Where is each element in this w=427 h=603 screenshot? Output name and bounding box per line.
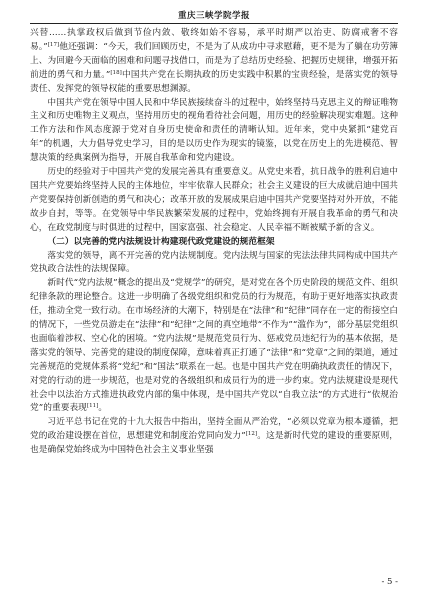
- running-header: 重庆三峡学院学报: [30, 9, 398, 24]
- body-text: [30, 27, 398, 458]
- citation: [11]: [86, 403, 99, 410]
- paragraph-3: [30, 166, 398, 236]
- section-heading: （二）以完善的党内法规设计构建现代政党建设的规范框架: [47, 236, 275, 247]
- paragraph-text: 落实党的领导，离不开完善的党内法规制度。党内法规与国家的宪法法律共同构成中国共产党执政合法性的法规保障。: [30, 250, 398, 275]
- paragraph-text: 中国共产党在长期执政的历史实践中积累的宝贵经验，是落实党的领导责任、发挥党的领导权能的重要思想渊源。: [30, 69, 398, 94]
- paragraph-6: [30, 416, 398, 458]
- paragraph-text: 他还强调：“今天，我们回顾历史，不是为了从成功中寻求慰藉，更不是为了躺在功劳簿上、为回避今天面临的困难和问题寻找借口，而是为了总结历史经验、把握历史规律，增强开拓前进的勇气和力量。”: [30, 41, 398, 80]
- paragraph-2: [30, 97, 398, 167]
- paragraph-text: 历史的经验对于中国共产党的发展完善具有重要意义。从党史来看，抗日战争的胜利启迪中国共产党要始终坚持人民的主体地位，牢牢依靠人民群众；社会主义建设的巨大成就启迪中国共产党要保持创新创造的勇气和决心；改革开放的发展成果启迪中国共产党要坚持对外开放，不能故步自封，等等。在党领导中华民族繁荣发展的过程中，党始终拥有开展自我革命的勇气和决心，在政党制度与时俱进的过程中，国家富强、社会稳定、人民幸福不断被赋予新的含义。: [30, 167, 398, 233]
- citation: [17]: [47, 41, 60, 48]
- paragraph-text: 中国共产党在领导中国人民和中华民族接续奋斗的过程中，始终坚持马克思主义的辩证唯物主义和历史唯物主义观点，坚持用历史的视角看待社会问题，用历史的经验解决现实难题。这种工作方法和作风态度源于党对自身历史使命和责任的清晰认知。近年来，党中央紧抓“建党百年”的机遇，大力倡导党史学习，目的是以历史作为现实的镜鉴，以党在历史上的先进模范、智慧决策的经典案例为指导，开展自我革命和党内建设。: [30, 97, 398, 164]
- paragraph-1: [30, 27, 398, 97]
- paragraph-text: 新时代“党内法规”概念的提出及“党规学”的研究，是对党在各个历史阶段的规范文件、组织纪律条款的理论整合。这进一步明确了各级党组织和党员的行为规范，有助于更好地落实执政责任，推动全党一致行动。在市场经济的大潮下，特别是在“法律”和“纪律”同存在一定的衔接空白的情况下，一些党员游走在“法律”和“纪律”之间的真空地带“不作为”“滥作为”，部分基层党组织也面临着涉权、空心化的困境。“党内法规”是规范党员行为、惩戒党员违纪行为的基本依据，是落实党的领导、完善党的建设的制度保障，意味着真正打通了“法律”和“党章”之间的渠道，通过完善规范的党规体系将“党纪”和“国法”联系在一起。也是中国共产党在明确执政责任的情况下，对党的行动的进一步规范，也是对党的各级组织和成员行为的进一步约束。党内法规建设是现代社会中以法治方式推进执政党内部的集中体现，是中国共产党以“自我立法”的方式进行“依规治党”的重要表现: [30, 278, 398, 414]
- citation: [18]: [110, 69, 122, 76]
- paragraph-text: 。这是新时代党的建设的重要原则，也是确保党始终成为中国特色社会主义事业坚强: [30, 431, 398, 456]
- paragraph-text: 习近平总书记在党的十九大报告中指出，坚持全面从严治党，“必须以党章为根本遵循，把党的政治建设摆在首位，思想建党和制度治党同向发力”: [30, 417, 398, 442]
- paragraph-text: 兴替……执掌政权后做到节俭内敛、敬终如始不容易，承平时期严以治吏、防腐戒奢不容易。”: [30, 28, 398, 52]
- paragraph-5: [30, 277, 398, 416]
- paragraph-4: [30, 250, 398, 278]
- page-number: - 5 -: [381, 577, 398, 587]
- paragraph-text: 。: [98, 403, 108, 414]
- citation: [12]: [245, 431, 258, 438]
